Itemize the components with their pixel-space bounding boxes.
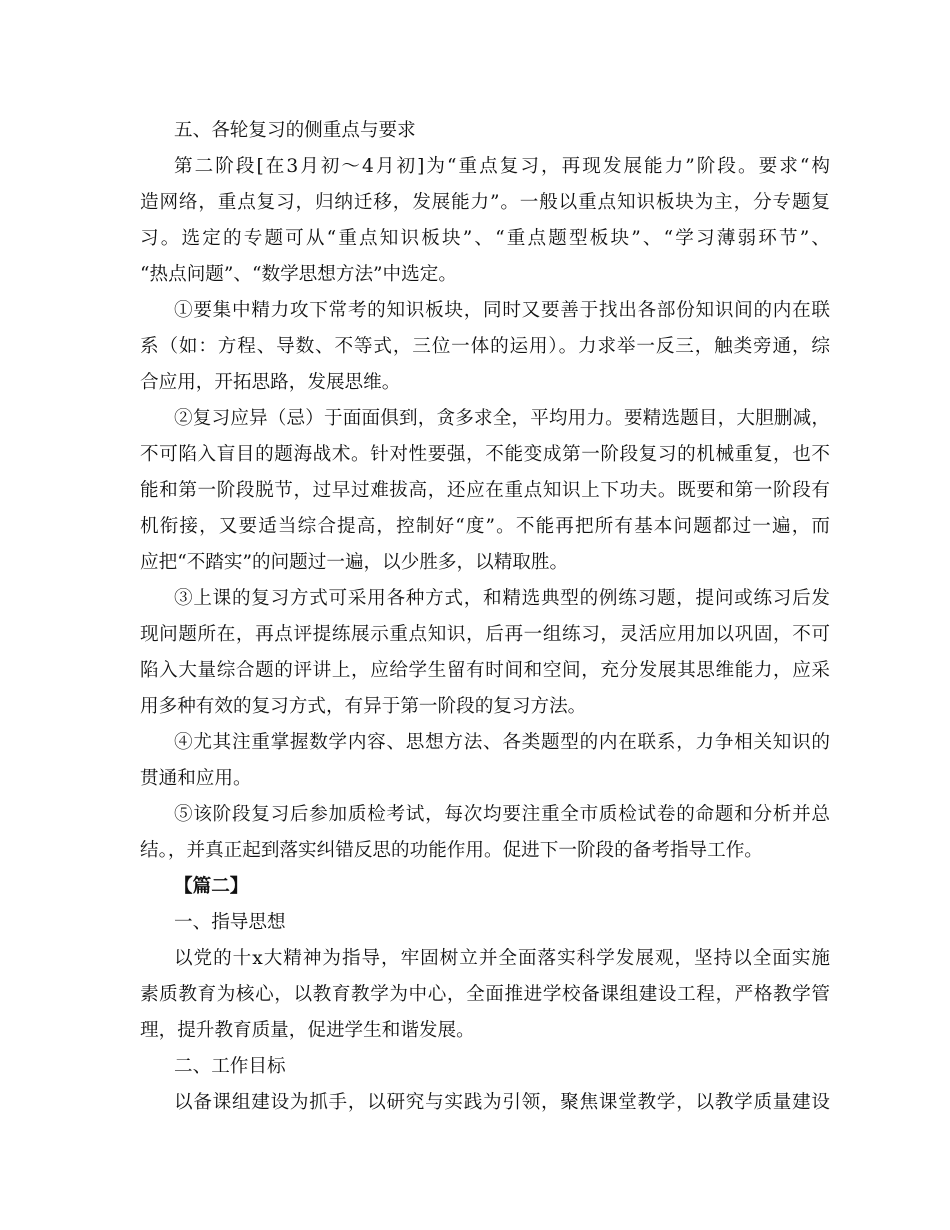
text-line: 合应用，开拓思路，发展思维。 [140, 372, 401, 393]
text-line: 素质教育为核心，以教育教学为中心，全面推进学校备课组建设工程，严格教学管 [140, 984, 830, 1005]
text-line: ②复习应异（忌）于面面俱到，贪多求全，平均用力。要精选题目，大胆删减， [174, 408, 830, 429]
text-line: 能和第一阶段脱节，过早过难拔高，还应在重点知识上下功夫。既要和第一阶段有 [140, 480, 830, 501]
text-line: 习。选定的专题可从“重点知识板块”、“重点题型板块”、“学习薄弱环节”、 [140, 228, 830, 249]
text-line: 以党的十x大精神为指导，牢固树立并全面落实科学发展观，坚持以全面实施 [174, 948, 830, 969]
text-line: 结。，并真正起到落实纠错反思的功能作用。促进下一阶段的备考指导工作。 [140, 840, 763, 861]
text-line: 陷入大量综合题的评讲上，应给学生留有时间和空间，充分发展其思维能力，应采 [140, 660, 830, 681]
text-line: 贯通和应用。 [140, 768, 252, 789]
text-line: ⑤该阶段复习后参加质检考试，每次均要注重全市质检试卷的命题和分析并总 [174, 804, 830, 825]
text-line: 现问题所在，再点评提练展示重点知识，后再一组练习，灵活应用加以巩固，不可 [140, 624, 830, 645]
text-line: 理，提升教育质量，促进学生和谐发展。 [140, 1020, 475, 1041]
text-line: 应把“不踏实”的问题过一遍，以少胜多，以精取胜。 [140, 552, 569, 573]
text-line: 造网络，重点复习，归纳迁移，发展能力”。一般以重点知识板块为主，分专题复 [140, 192, 830, 213]
document-body [140, 116, 830, 1124]
text-line: 第二阶段[在3月初～4月初]为“重点复习，再现发展能力”阶段。要求“构 [174, 156, 830, 177]
text-line: ④尤其注重掌握数学内容、思想方法、各类题型的内在联系，力争相关知识的 [174, 732, 830, 753]
text-line: 系（如：方程、导数、不等式，三位一体的运用）。力求举一反三，触类旁通，综 [140, 336, 830, 357]
section-heading: 【篇二】 [174, 876, 249, 897]
text-line: 一、指导思想 [174, 912, 286, 933]
text-line: ③上课的复习方式可采用各种方式，和精选典型的例练习题，提问或练习后发 [174, 588, 830, 609]
text-line: 用多种有效的复习方式，有异于第一阶段的复习方法。 [140, 696, 587, 717]
text-line: 机衔接，又要适当综合提高，控制好“度”。不能再把所有基本问题都过一遍，而 [140, 516, 830, 537]
text-line: 二、工作目标 [174, 1056, 286, 1077]
text-line: 不可陷入盲目的题海战术。针对性要强，不能变成第一阶段复习的机械重复，也不 [140, 444, 830, 465]
text-line: 以备课组建设为抓手，以研究与实践为引领，聚焦课堂教学，以教学质量建设 [174, 1092, 830, 1113]
text-line: “热点问题”、“数学思想方法”中选定。 [140, 264, 457, 285]
text-line: ①要集中精力攻下常考的知识板块，同时又要善于找出各部份知识间的内在联 [174, 300, 830, 321]
text-line: 五、各轮复习的侧重点与要求 [174, 120, 416, 141]
